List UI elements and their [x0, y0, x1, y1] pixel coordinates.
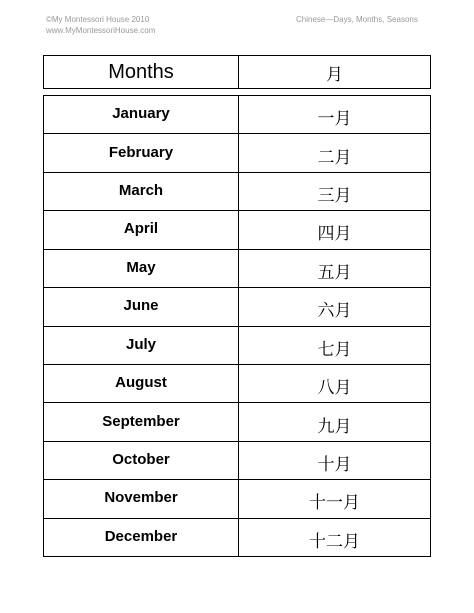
topic-text: Chinese—Days, Months, Seasons — [296, 15, 418, 24]
month-chinese: 十二月 — [309, 531, 360, 552]
table-row — [44, 327, 430, 365]
month-chinese: 十一月 — [309, 493, 360, 514]
month-english: September — [44, 403, 239, 440]
table-row — [44, 250, 430, 288]
table-row — [44, 519, 430, 556]
table-row — [44, 480, 430, 518]
table-row — [44, 173, 430, 211]
month-english: October — [44, 442, 239, 479]
month-english: August — [44, 365, 239, 402]
table-row — [44, 288, 430, 326]
table-row — [44, 365, 430, 403]
month-english: May — [44, 250, 239, 287]
month-chinese: 八月 — [317, 378, 352, 399]
month-english: April — [44, 211, 239, 248]
month-english: March — [44, 173, 239, 210]
month-english: November — [44, 480, 239, 517]
table-row — [44, 134, 430, 172]
month-chinese: 三月 — [317, 186, 352, 207]
website-text: www.MyMontessoriHouse.com — [46, 26, 156, 35]
month-chinese: 十月 — [317, 455, 352, 475]
month-english: June — [44, 288, 239, 325]
title-chinese: 月 — [326, 64, 343, 85]
month-chinese: 六月 — [317, 301, 352, 322]
table-row — [44, 442, 430, 480]
table-row — [44, 211, 430, 249]
month-chinese: 七月 — [317, 339, 352, 360]
month-chinese: 一月 — [317, 109, 352, 130]
month-chinese: 二月 — [317, 147, 352, 168]
month-english: December — [44, 519, 239, 556]
header-left — [46, 14, 155, 36]
title-english: Months — [44, 56, 239, 88]
table-row — [44, 96, 430, 134]
month-chinese: 九月 — [317, 416, 352, 437]
month-chinese: 五月 — [317, 262, 352, 283]
month-english: January — [44, 96, 239, 133]
month-english: February — [44, 134, 239, 171]
month-chinese: 四月 — [317, 224, 352, 245]
title-table — [43, 55, 431, 89]
months-table — [43, 95, 431, 557]
month-english: July — [44, 327, 239, 364]
table-row — [44, 403, 430, 441]
copyright-text: ©My Montessori House 2010 — [46, 15, 150, 24]
